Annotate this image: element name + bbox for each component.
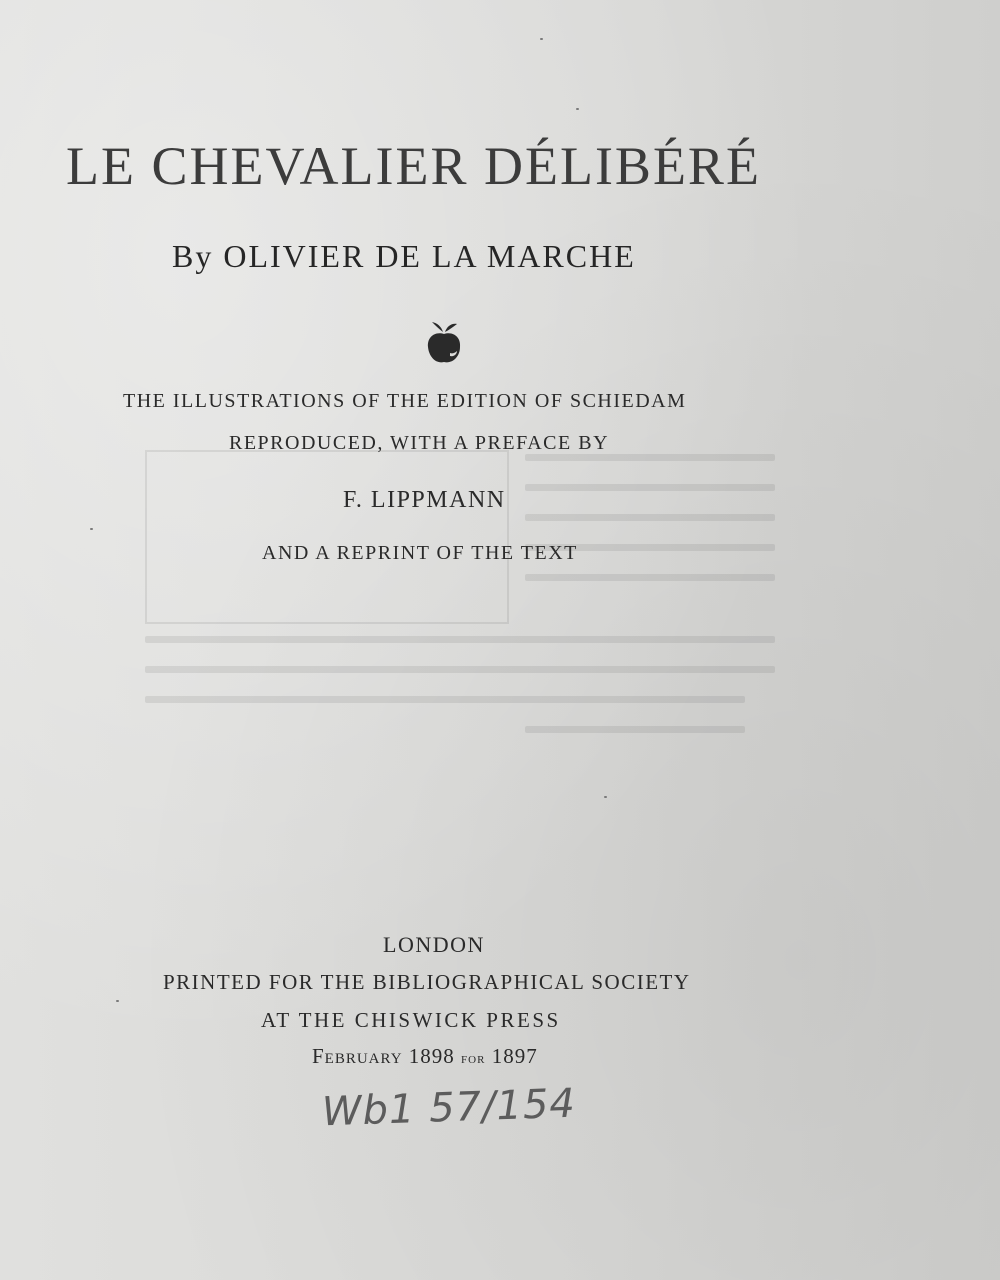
imprint-press: AT THE CHISWICK PRESS [261,1008,561,1032]
author-name: OLIVIER DE LA MARCHE [223,238,636,274]
imprint-printed-for: PRINTED FOR THE BIBLIOGRAPHICAL SOCIETY [163,970,691,994]
imprint-date-for: for [461,1051,486,1067]
apple-ornament-icon [424,318,464,366]
paper-speck [116,1000,119,1002]
book-title: LE CHEVALIER DÉLIBÉRÉ [66,136,761,196]
preface-author: F. LIPPMANN [343,487,506,513]
imprint-date-month: February [312,1044,403,1068]
illustrations-line-1: THE ILLUSTRATIONS OF THE EDITION OF SCHIEDAM [123,390,687,412]
imprint-date-year2: 1897 [491,1044,538,1068]
handwritten-shelfmark: Wb1 57/154 [321,1080,577,1136]
imprint-date [312,1044,538,1069]
paper-speck [90,528,93,530]
author-by: By [172,238,214,274]
reprint-line: AND A REPRINT OF THE TEXT [262,542,578,564]
author-line [172,238,636,275]
paper-speck [576,108,579,110]
paper-speck [604,796,607,798]
paper-speck [540,38,543,40]
imprint-date-year: 1898 [408,1044,455,1068]
illustrations-line-2: REPRODUCED, WITH A PREFACE BY [229,432,610,454]
imprint-city: LONDON [383,932,485,957]
